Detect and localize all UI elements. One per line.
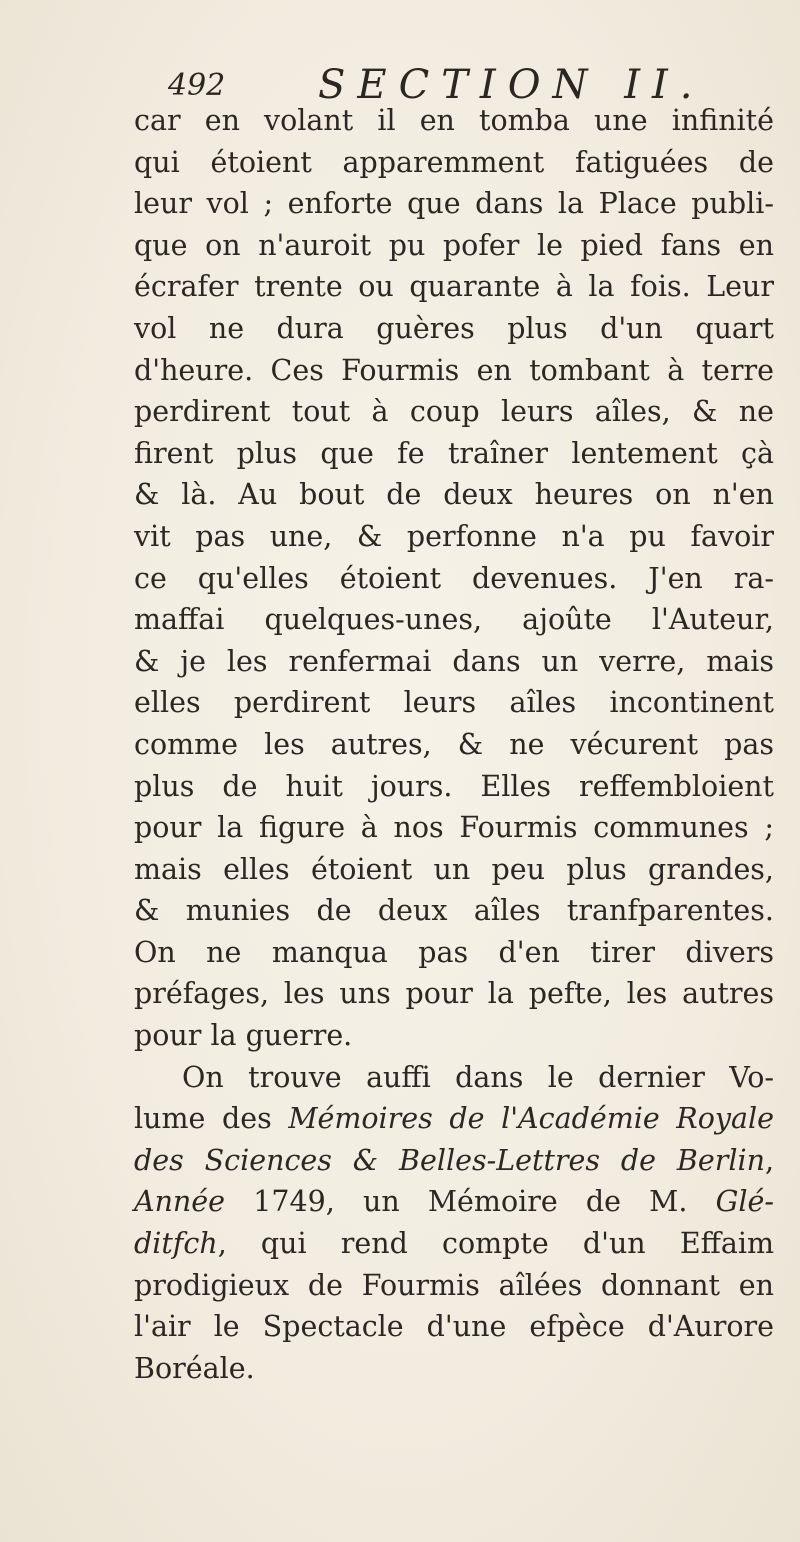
text-line: & munies de deux aîles tranfparentes. [134, 894, 774, 928]
text-segment: lume des [134, 1102, 289, 1136]
page-number: 492 [168, 68, 226, 103]
text-line: firent plus que fe traîner lentement çà [134, 436, 774, 470]
text-line: perdirent tout à coup leurs aîles, & ne [134, 395, 774, 429]
author-name-italic: Glé- [715, 1185, 774, 1219]
text-line: maffai quelques-unes, ajoûte l'Auteur, [134, 603, 774, 637]
text-line: On trouve auffi dans le dernier Vo- [182, 1060, 774, 1094]
text-line: & je les renfermai dans un verre, mais [134, 644, 774, 678]
text-line: leur vol ; enforte que dans la Place publi- [134, 187, 774, 221]
text-segment: , [764, 1143, 774, 1177]
body-text [134, 100, 774, 1389]
text-line: ce qu'elles étoient devenues. J'en ra- [134, 561, 774, 595]
text-line: que on n'auroit pu pofer le pied fans en [134, 228, 774, 262]
text-line: d'heure. Ces Fourmis en tombant à terre [134, 353, 774, 387]
text-line [134, 1223, 774, 1265]
text-line: car en volant il en tomba une infinité [134, 104, 774, 137]
text-line: elles perdirent leurs aîles incontinent [134, 686, 774, 720]
text-line: préfages, les uns pour la pefte, les autres [134, 977, 774, 1011]
text-line: qui étoient apparemment fatiguées de [134, 145, 774, 179]
text-line: pour la figure à nos Fourmis communes ; [134, 811, 774, 845]
book-title-italic: Mémoires de l'Académie Royale [288, 1102, 774, 1136]
text-line: On ne manqua pas d'en tirer divers [134, 935, 774, 969]
running-head: SECTION II. [318, 62, 705, 108]
text-line: Boréale. [134, 1351, 255, 1385]
text-segment: , qui rend compte d'un Effaim [217, 1227, 774, 1261]
text-line: écrafer trente ou quarante à la fois. Leur [134, 270, 774, 304]
text-line [134, 1181, 774, 1223]
text-line: vol ne dura guères plus d'un quart [134, 311, 774, 345]
paragraph-1 [134, 100, 774, 1057]
author-name-italic: ditfch [134, 1227, 218, 1261]
italic-word: Année [134, 1185, 226, 1219]
text-line: & là. Au bout de deux heures on n'en [134, 478, 774, 512]
book-title-italic: des Sciences & Belles-Lettres de Berlin [134, 1143, 765, 1177]
text-line: mais elles étoient un peu plus grandes, [134, 852, 774, 886]
text-segment: 1749, un Mémoire de M. [225, 1185, 716, 1219]
text-line [134, 1098, 774, 1140]
text-line: plus de huit jours. Elles reffembloient [134, 769, 774, 803]
text-line [134, 1140, 774, 1182]
paragraph-2 [134, 1057, 774, 1390]
text-line: l'air le Spectacle d'une efpèce d'Aurore [134, 1310, 774, 1344]
text-line: pour la guerre. [134, 1019, 353, 1053]
text-line: prodigieux de Fourmis aîlées donnant en [134, 1268, 774, 1302]
text-line: vit pas une, & perfonne n'a pu favoir [134, 519, 774, 553]
text-line: comme les autres, & ne vécurent pas [134, 727, 774, 761]
